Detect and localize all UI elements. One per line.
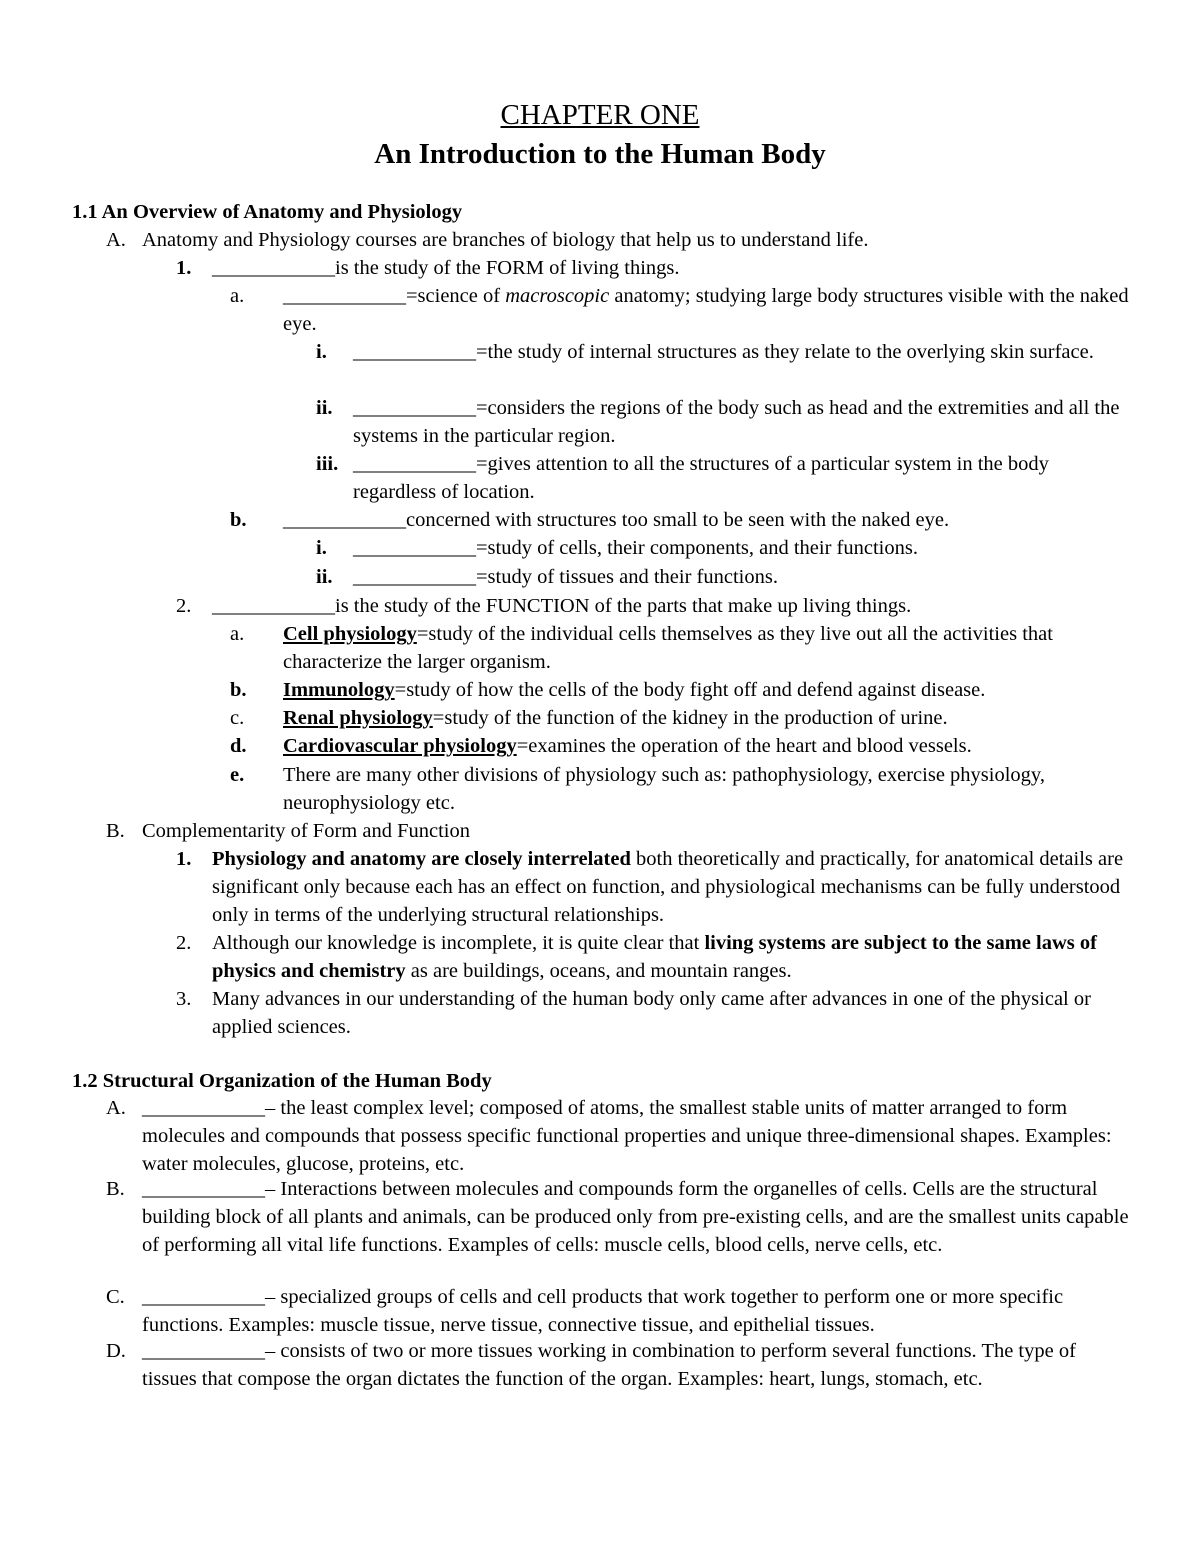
fill-in-blank: ____________	[353, 537, 476, 559]
item-text: =the study of internal structures as they relate to the overlying skin surface.	[476, 341, 1094, 363]
term: Immunology	[283, 679, 395, 701]
item-text: – the least complex level; composed of atoms, the smallest stable units of matter arranged to form molecules and compounds that possess specific functional properties and unique three-dimensional shapes. Examples: water molecules, glucose, proteins, etc.	[142, 1097, 1112, 1175]
item-label: ii.	[316, 397, 333, 419]
item-text: Many advances in our understanding of the human body only came after advances in one of the physical or applied sciences.	[212, 988, 1091, 1038]
item-label: A.	[106, 229, 126, 251]
fill-in-blank: ____________	[353, 453, 476, 475]
item-text-cont: anatomy; studying large body structures visible with the naked eye.	[283, 285, 1129, 335]
chapter-label: CHAPTER ONE	[500, 99, 700, 131]
item-label: D.	[106, 1340, 126, 1362]
item-text: =study of how the cells of the body fight off and defend against disease.	[394, 679, 986, 701]
item-label: A.	[106, 1097, 126, 1119]
section-heading-1-1: 1.1 An Overview of Anatomy and Physiology	[72, 201, 463, 223]
fill-in-blank: ____________	[142, 1097, 265, 1119]
item-label: ii.	[316, 566, 333, 588]
item-text: both theoretically and practically, for anatomical details are significant only because each has an effect on function, and physiological mechanisms can be fully understood only in terms of the underlying structural relationships.	[212, 848, 1124, 926]
item-label: C.	[106, 1286, 125, 1308]
item-label: d.	[230, 735, 247, 757]
item-label: i.	[316, 341, 327, 363]
fill-in-blank: ____________	[353, 341, 476, 363]
item-text: =considers the regions of the body such as head and the extremities and all the systems in the particular region.	[353, 397, 1120, 447]
item-text: – specialized groups of cells and cell products that work together to perform one or more specific functions. Examples: muscle tissue, nerve tissue, connective tissue, and epithelial tissues.	[142, 1286, 1064, 1336]
item-text: Complementarity of Form and Function	[142, 820, 470, 842]
item-label: 2.	[176, 932, 192, 954]
item-label: b.	[230, 679, 247, 701]
item-text: Anatomy and Physiology courses are branches of biology that help us to understand life.	[142, 229, 869, 251]
term: Renal physiology	[283, 707, 433, 729]
item-label: 2.	[176, 595, 192, 617]
item-label: a.	[230, 623, 245, 645]
item-text: =gives attention to all the structures of a particular system in the body regardless of location.	[353, 453, 1049, 503]
fill-in-blank: ____________	[142, 1178, 265, 1200]
item-label: B.	[106, 820, 125, 842]
item-text: concerned with structures too small to be seen with the naked eye.	[406, 509, 950, 531]
item-text: Although our knowledge is incomplete, it is quite clear that	[212, 932, 705, 954]
item-label: a.	[230, 285, 245, 307]
item-text: – Interactions between molecules and compounds form the organelles of cells. Cells are the structural building block of all plants and animals, can be produced only from pre-existing cells, and are the smallest units capable of performing all vital life functions. Examples of cells: muscle cells, blood cells, nerve cells, etc.	[142, 1178, 1129, 1256]
item-text: =study of the function of the kidney in the production of urine.	[432, 707, 948, 729]
fill-in-blank: ____________	[212, 257, 335, 279]
item-label: B.	[106, 1178, 125, 1200]
item-label: iii.	[316, 453, 339, 475]
fill-in-blank: ____________	[283, 285, 406, 307]
fill-in-blank: ____________	[142, 1340, 265, 1362]
item-text: – consists of two or more tissues working in combination to perform several functions. The type of tissues that compose the organ dictates the function of the organ. Examples: heart, lungs, stomach, etc.	[142, 1340, 1076, 1390]
fill-in-blank: ____________	[353, 397, 476, 419]
item-text: is the study of the FUNCTION of the parts that make up living things.	[335, 595, 912, 617]
bold-phrase: Physiology and anatomy are closely interrelated	[212, 848, 631, 870]
term: Cell physiology	[283, 623, 417, 645]
fill-in-blank: ____________	[283, 509, 406, 531]
item-label: 1.	[176, 257, 192, 279]
item-label: 1.	[176, 848, 192, 870]
item-label: c.	[230, 707, 245, 729]
item-text: =science of	[406, 285, 506, 307]
item-text: =study of tissues and their functions.	[476, 566, 778, 588]
chapter-title: An Introduction to the Human Body	[374, 138, 826, 170]
section-heading-1-2: 1.2 Structural Organization of the Human Body	[72, 1070, 492, 1092]
item-label: i.	[316, 537, 327, 559]
item-label: b.	[230, 509, 247, 531]
bold-phrase: living systems are subject to the same laws of physics and chemistry	[212, 932, 1097, 982]
fill-in-blank: ____________	[212, 595, 335, 617]
item-text: There are many other divisions of physiology such as: pathophysiology, exercise physiology, neurophysiology etc.	[283, 764, 1045, 814]
item-text: =study of cells, their components, and their functions.	[476, 537, 918, 559]
item-text: =study of the individual cells themselves as they live out all the activities that characterize the larger organism.	[283, 623, 1053, 673]
item-text: =examines the operation of the heart and blood vessels.	[516, 735, 972, 757]
fill-in-blank: ____________	[353, 566, 476, 588]
fill-in-blank: ____________	[142, 1286, 265, 1308]
item-label: e.	[230, 764, 245, 786]
italic-term: macroscopic	[505, 285, 610, 307]
item-text: is the study of the FORM of living things.	[335, 257, 680, 279]
item-label: 3.	[176, 988, 192, 1010]
term: Cardiovascular physiology	[283, 735, 517, 757]
item-text-cont: as are buildings, oceans, and mountain ranges.	[405, 960, 792, 982]
